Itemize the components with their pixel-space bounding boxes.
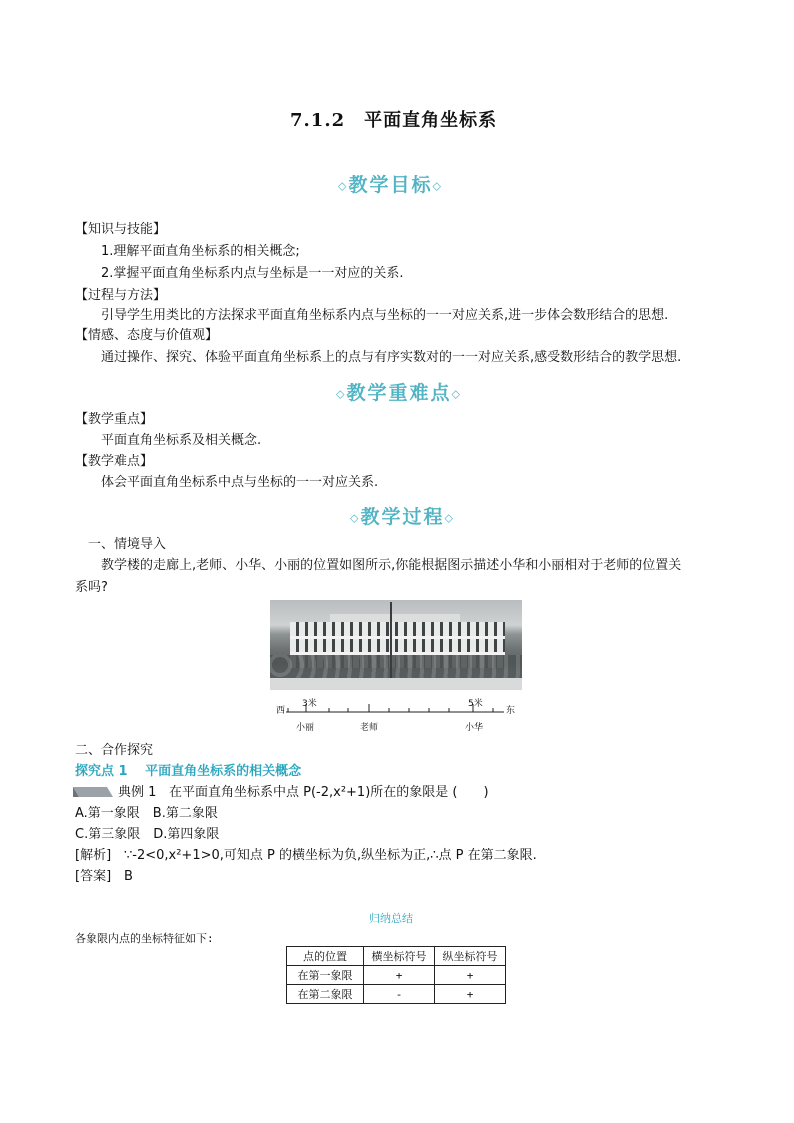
table-row [287, 966, 506, 985]
table-cell: 在第二象限 [287, 985, 364, 1004]
label-xiaohua: 小华 [465, 723, 484, 733]
quadrant-sign-table [286, 946, 506, 1004]
diamond-icon: ◇ [350, 511, 361, 525]
section-heading-process: ◇教学过程◇ [350, 506, 455, 528]
analysis-text: ∵-2<0,x²+1>0,可知点 P 的横坐标为负,纵坐标为正,∴点 P 在第二象限. [124, 848, 537, 863]
section-heading-key-points: ◇教学重难点◇ [336, 382, 462, 404]
label-east: 东 [506, 706, 516, 716]
key-text: 平面直角坐标系及相关概念. [101, 433, 262, 448]
table-cell: + [364, 966, 435, 985]
label-3m: 3米 [302, 699, 317, 709]
heading-key: 【教学重点】 [75, 412, 154, 427]
answer-label: [答案] [75, 869, 112, 884]
label-xiaoli: 小丽 [296, 723, 315, 733]
emotion-text: 通过操作、探究、体验平面直角坐标系上的点与有序实数对的一一对应关系,感受数形结合的教学思想. [101, 350, 682, 365]
table-cell: + [435, 985, 506, 1004]
analysis-label: [解析] [75, 848, 112, 863]
table-row [287, 985, 506, 1004]
part1-title: 一、情境导入 [88, 537, 167, 552]
example-flag-icon [73, 785, 113, 799]
table-header-row [287, 947, 506, 966]
heading-process: 【过程与方法】 [75, 288, 167, 303]
diamond-icon: ◇ [336, 387, 347, 401]
part1-text-line1: 教学楼的走廊上,老师、小华、小丽的位置如图所示,你能根据图示描述小华和小丽相对于老师的位置关 [101, 558, 682, 573]
process-text: 引导学生用类比的方法探求平面直角坐标系内点与坐标的一一对应关系,进一步体会数形结合的思想. [101, 308, 669, 323]
part1-text-line2: 系吗? [75, 580, 108, 595]
options-cd: C.第三象限 D.第四象限 [75, 827, 220, 842]
table-header-cell: 点的位置 [287, 947, 364, 966]
example-label: 典例 1 [118, 785, 157, 800]
summary-title: 归纳总结 [369, 912, 413, 925]
diamond-icon: ◇ [432, 179, 443, 193]
diamond-icon: ◇ [444, 511, 455, 525]
diamond-icon: ◇ [451, 387, 462, 401]
page-title: 7.1.2 平面直角坐标系 [290, 110, 498, 131]
answer-text: B [124, 869, 133, 884]
knowledge-item-1: 1.理解平面直角坐标系的相关概念; [101, 244, 300, 259]
school-building-photo [270, 600, 522, 690]
label-teacher: 老师 [360, 723, 379, 733]
table-cell: + [435, 966, 506, 985]
table-cell: - [364, 985, 435, 1004]
label-5m: 5米 [468, 699, 483, 709]
heading-difficulty: 【教学难点】 [75, 454, 154, 469]
difficulty-text: 体会平面直角坐标系中点与坐标的一一对应关系. [101, 475, 379, 490]
explore-point-1: 探究点 1 平面直角坐标系的相关概念 [75, 764, 302, 779]
diamond-icon: ◇ [338, 179, 349, 193]
table-cell: 在第一象限 [287, 966, 364, 985]
table-header-cell: 横坐标符号 [364, 947, 435, 966]
part2-title: 二、合作探究 [75, 743, 154, 758]
section-heading-objectives: ◇教学目标◇ [338, 174, 443, 196]
knowledge-item-2: 2.掌握平面直角坐标系内点与坐标是一一对应的关系. [101, 266, 404, 281]
heading-knowledge: 【知识与技能】 [75, 222, 167, 237]
heading-emotion: 【情感、态度与价值观】 [75, 328, 219, 343]
options-ab: A.第一象限 B.第二象限 [75, 806, 218, 821]
example-question: 在平面直角坐标系中点 P(-2,x²+1)所在的象限是 ( ) [169, 785, 489, 800]
table-header-cell: 纵坐标符号 [435, 947, 506, 966]
label-west: 西 [276, 706, 286, 716]
summary-text: 各象限内点的坐标特征如下: [75, 932, 214, 945]
